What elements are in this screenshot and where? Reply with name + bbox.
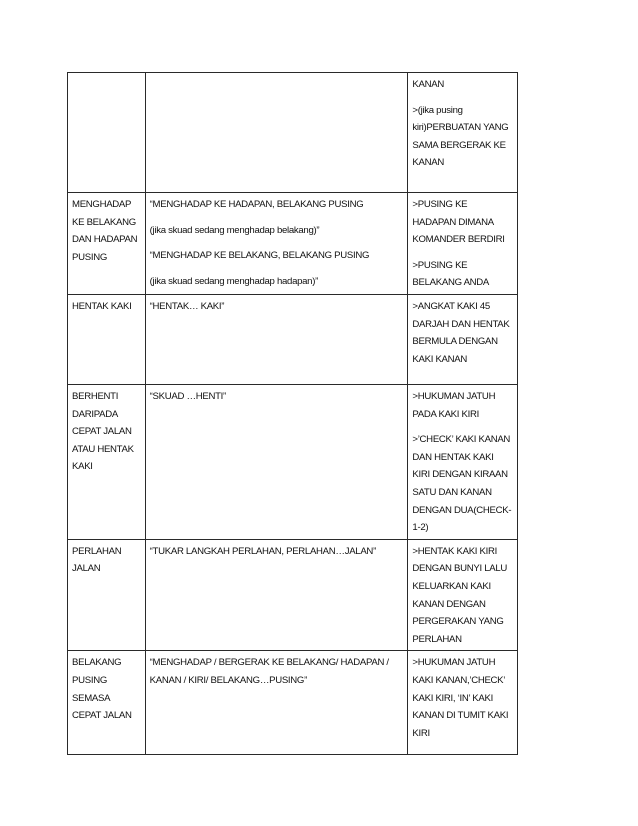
- action-cell: [408, 295, 518, 385]
- move-cell: [68, 295, 146, 385]
- move-text: MENGHADAP KE BELAKANG DAN HADAPAN PUSING: [72, 199, 138, 263]
- move-text: PERLAHAN JALAN: [72, 545, 122, 575]
- action-text: >(jika pusing kiri)PERBUATAN YANG SAMA BERGERAK KE KANAN: [412, 104, 509, 169]
- action-text: >HUKUMAN JATUH KAKI KANAN,’CHECK’ KAKI KIRI, ‘IN’ KAKI KANAN DI TUMIT KAKI KIRI: [412, 657, 509, 739]
- command-cell: [145, 295, 408, 385]
- table-row: [68, 193, 518, 295]
- action-text: >ANGKAT KAKI 45 DARJAH DAN HENTAK BERMULA DENGAN KAKI KANAN: [412, 301, 510, 365]
- move-text: BERHENTI DARIPADA CEPAT JALAN ATAU HENTAK KAKI: [72, 391, 134, 473]
- command-text: (jika skuad sedang menghadap belakang)”: [149, 224, 320, 236]
- action-text: >PUSING KE HADAPAN DIMANA KOMANDER BERDIRI: [412, 199, 505, 246]
- action-cell: [408, 73, 518, 193]
- command-cell: [145, 73, 408, 193]
- move-cell: [68, 193, 146, 295]
- table-row: [68, 539, 518, 651]
- command-text: “MENGHADAP KE BELAKANG, BELAKANG PUSING: [149, 250, 370, 262]
- command-text: “SKUAD …HENTI”: [149, 391, 226, 402]
- table-row: [68, 651, 518, 755]
- action-cell: [408, 385, 518, 540]
- command-text: (jika skuad sedang menghadap hadapan)”: [149, 275, 318, 287]
- action-cell: [408, 651, 518, 755]
- action-cell: [408, 539, 518, 651]
- command-text: “MENGHADAP / BERGERAK KE BELAKANG/ HADAPAN / KANAN / KIRI/ BELAKANG…PUSING”: [149, 657, 389, 686]
- action-text: >HUKUMAN JATUH PADA KAKI KIRI: [412, 391, 496, 420]
- move-cell: [68, 651, 146, 755]
- table-row: [68, 295, 518, 385]
- move-cell: [68, 385, 146, 540]
- command-cell: [145, 193, 408, 295]
- command-cell: [145, 539, 408, 651]
- move-text: HENTAK KAKI: [72, 301, 132, 312]
- drill-commands-table: [67, 72, 518, 755]
- table-row: [68, 385, 518, 540]
- action-text: >HENTAK KAKI KIRI DENGAN BUNYI LALU KELUARKAN KAKI KANAN DENGAN PERGERAKAN YANG PERLAHAN: [412, 545, 508, 645]
- command-cell: [145, 385, 408, 540]
- move-cell: [68, 539, 146, 651]
- table-row: [68, 73, 518, 193]
- action-text: >PUSING KE BELAKANG ANDA: [412, 259, 490, 289]
- command-cell: [145, 651, 408, 755]
- command-text: “HENTAK… KAKI”: [149, 301, 225, 312]
- move-cell: [68, 73, 146, 193]
- command-text: “MENGHADAP KE HADAPAN, BELAKANG PUSING: [149, 199, 364, 210]
- action-text: KANAN: [412, 79, 444, 90]
- action-text: >’CHECK’ KAKI KANAN DAN HENTAK KAKI KIRI DENGAN KIRAAN SATU DAN KANAN DENGAN DUA(CHECK-1-2): [412, 434, 512, 534]
- action-cell: [408, 193, 518, 295]
- move-text: BELAKANG PUSING SEMASA CEPAT JALAN: [72, 657, 132, 722]
- command-text: “TUKAR LANGKAH PERLAHAN, PERLAHAN…JALAN”: [149, 545, 376, 557]
